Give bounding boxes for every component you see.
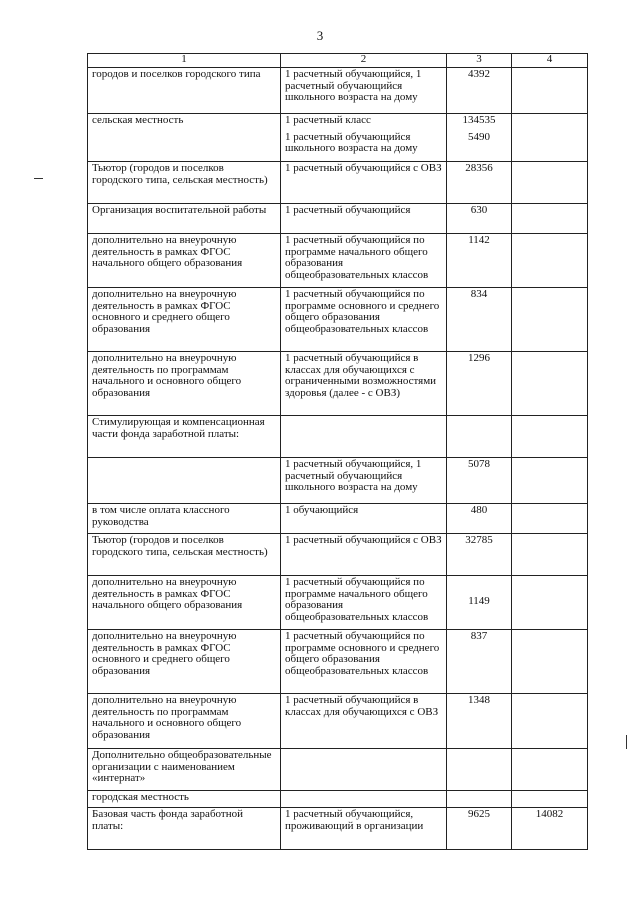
row-unit: 1 расчетный обучающийся, 1 расчетный обучающийся школьного возраста на дому: [281, 68, 447, 114]
row-value: 480: [447, 504, 512, 534]
row-value: 32785: [447, 534, 512, 576]
row-label: [88, 458, 281, 504]
table-row: [88, 534, 588, 576]
row-value-extra: [512, 162, 588, 204]
row-value-line: 5490: [468, 130, 490, 143]
row-unit: 1 расчетный обучающийся по программе основного и среднего общего образования общеобразовательных классов: [281, 630, 447, 694]
table-row: [88, 114, 588, 162]
row-value-extra: [512, 458, 588, 504]
row-value-extra: [512, 352, 588, 416]
margin-mark: [626, 735, 627, 749]
row-unit: 1 расчетный обучающийся: [281, 204, 447, 234]
row-value-extra: [512, 791, 588, 808]
row-value: 5078: [447, 458, 512, 504]
row-unit: [281, 791, 447, 808]
row-unit: 1 расчетный обучающийся по программе основного и среднего общего образования общеобразовательных классов: [281, 288, 447, 352]
table-row: [88, 288, 588, 352]
row-value-extra: [512, 204, 588, 234]
row-value: [447, 749, 512, 791]
row-label: Организация воспитательной работы: [88, 204, 281, 234]
row-value-line: 134535: [462, 114, 496, 126]
row-unit: 1 расчетный обучающийся, 1 расчетный обучающийся школьного возраста на дому: [281, 458, 447, 504]
row-label: городская местность: [88, 791, 281, 808]
row-unit: 1 расчетный обучающийся в классах для обучающихся с ограниченными возможностями здоровья (далее - с ОВЗ): [281, 352, 447, 416]
row-value: 1296: [447, 352, 512, 416]
row-unit-line: 1 расчетный класс: [285, 114, 371, 126]
table-row: [88, 808, 588, 850]
row-value-extra: [512, 576, 588, 630]
row-value: 9625: [447, 808, 512, 850]
column-header: 3: [447, 54, 512, 68]
row-value-extra: [512, 534, 588, 576]
row-value-extra: [512, 416, 588, 458]
row-value: [447, 114, 512, 162]
row-label: дополнительно на внеурочную деятельность в рамках ФГОС основного и среднего общего образования: [88, 630, 281, 694]
table-row: [88, 68, 588, 114]
row-unit: 1 расчетный обучающийся по программе начального общего образования общеобразовательных классов: [281, 576, 447, 630]
row-value: 1149: [447, 576, 512, 630]
table-row: [88, 416, 588, 458]
row-unit: [281, 114, 447, 162]
row-unit: [281, 749, 447, 791]
row-value-extra: 14082: [512, 808, 588, 850]
row-label: Базовая часть фонда заработной платы:: [88, 808, 281, 850]
table-row: [88, 749, 588, 791]
row-value: 630: [447, 204, 512, 234]
row-label: дополнительно на внеурочную деятельность по программам начального и основного общего образования: [88, 352, 281, 416]
row-value: 4392: [447, 68, 512, 114]
table-row: [88, 576, 588, 630]
row-value-extra: [512, 749, 588, 791]
row-label: Дополнительно общеобразовательные организации с наименованием «интернат»: [88, 749, 281, 791]
table-row: [88, 234, 588, 288]
row-value-extra: [512, 114, 588, 162]
row-label: Тьютор (городов и поселков городского типа, сельская местность): [88, 162, 281, 204]
row-label: в том числе оплата классного руководства: [88, 504, 281, 534]
row-value-extra: [512, 630, 588, 694]
column-header: 1: [88, 54, 281, 68]
row-unit: 1 расчетный обучающийся с ОВЗ: [281, 534, 447, 576]
row-unit: 1 расчетный обучающийся, проживающий в организации: [281, 808, 447, 850]
row-unit: 1 расчетный обучающийся в классах для обучающихся с ОВЗ: [281, 694, 447, 749]
page-number: 3: [316, 28, 324, 43]
row-label: Стимулирующая и компенсационная части фонда заработной платы:: [88, 416, 281, 458]
table-header-row: [88, 54, 588, 68]
row-value-extra: [512, 288, 588, 352]
row-label: сельская местность: [88, 114, 281, 162]
row-value-extra: [512, 68, 588, 114]
row-label: дополнительно на внеурочную деятельность в рамках ФГОС начального общего образования: [88, 576, 281, 630]
norms-table: [87, 53, 588, 850]
table-row: [88, 630, 588, 694]
row-value: 834: [447, 288, 512, 352]
row-unit: [281, 416, 447, 458]
row-label: дополнительно на внеурочную деятельность в рамках ФГОС основного и среднего общего образования: [88, 288, 281, 352]
table-row: [88, 791, 588, 808]
row-value-extra: [512, 234, 588, 288]
table-row: [88, 694, 588, 749]
row-value: [447, 791, 512, 808]
margin-mark: [34, 178, 43, 179]
column-header: 4: [512, 54, 588, 68]
row-unit: 1 расчетный обучающийся с ОВЗ: [281, 162, 447, 204]
row-value: 1348: [447, 694, 512, 749]
row-value: 1142: [447, 234, 512, 288]
row-label: дополнительно на внеурочную деятельность по программам начального и основного общего образования: [88, 694, 281, 749]
row-unit: 1 расчетный обучающийся по программе начального общего образования общеобразовательных классов: [281, 234, 447, 288]
row-label: дополнительно на внеурочную деятельность в рамках ФГОС начального общего образования: [88, 234, 281, 288]
row-value-extra: [512, 504, 588, 534]
row-label: городов и поселков городского типа: [88, 68, 281, 114]
row-value: 837: [447, 630, 512, 694]
table-row: [88, 204, 588, 234]
column-header: 2: [281, 54, 447, 68]
table-row: [88, 458, 588, 504]
row-label: Тьютор (городов и поселков городского типа, сельская местность): [88, 534, 281, 576]
row-value: [447, 416, 512, 458]
table-row: [88, 352, 588, 416]
row-unit-line: 1 расчетный обучающийся школьного возраста на дому: [285, 130, 418, 154]
table-row: [88, 162, 588, 204]
row-unit: 1 обучающийся: [281, 504, 447, 534]
row-value: 28356: [447, 162, 512, 204]
table-row: [88, 504, 588, 534]
row-value-extra: [512, 694, 588, 749]
